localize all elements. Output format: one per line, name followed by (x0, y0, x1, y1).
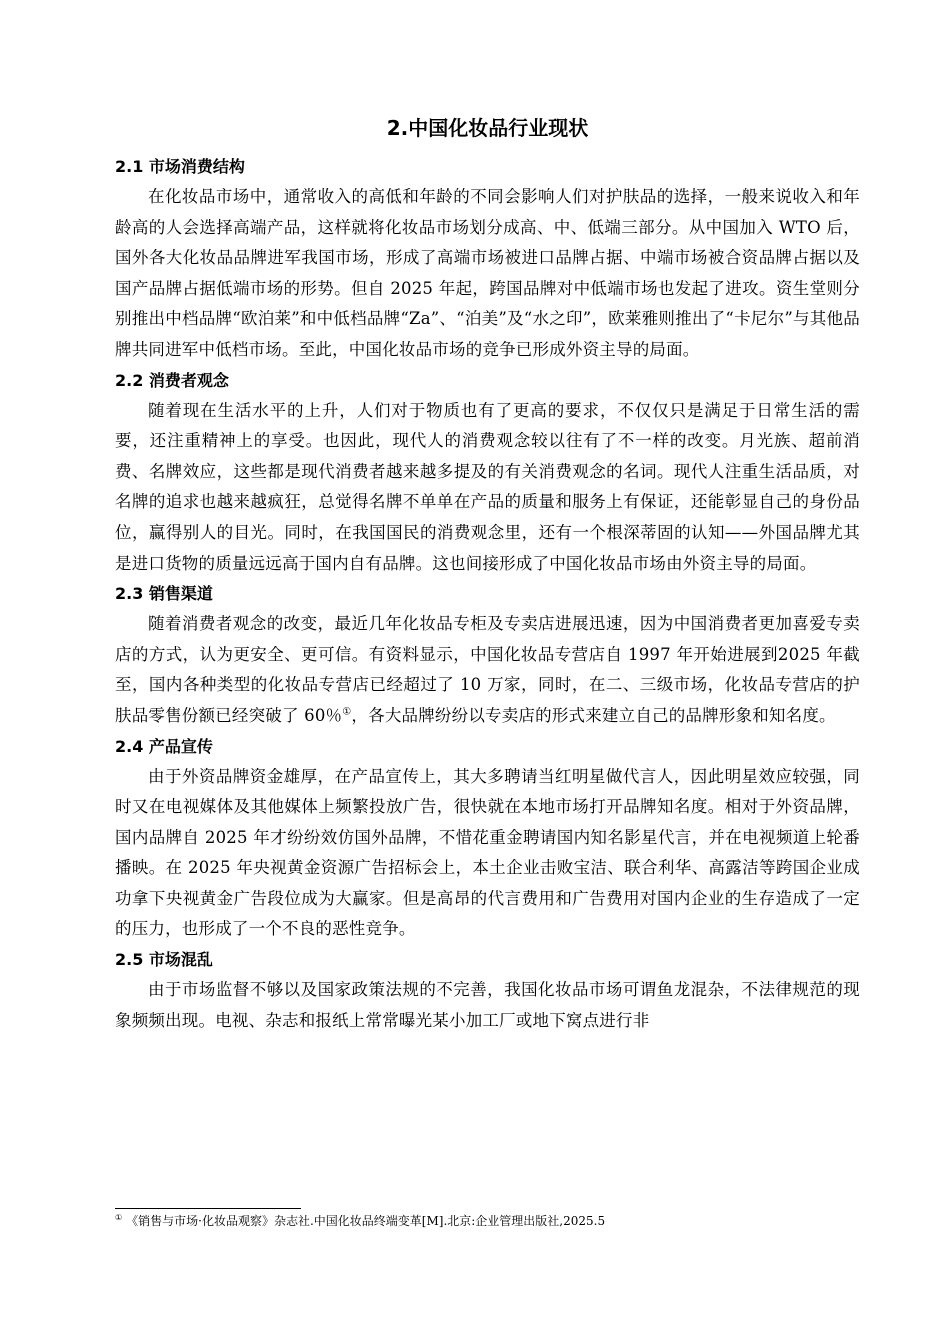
paragraph-text: 随着消费者观念的改变，最近几年化妆品专柜及专卖店进展迅速，因为中国消费者更加喜爱专卖店的方式，认为更安全、更可信。有资料显示，中国化妆品专营店自 1997 年开始进展到2025 年截至，国内各种类型的化妆品专营店已经超过了 10 万家，同时，在二、三级市场，化妆品专营店的护肤品零售份额已经突破了 60％ (115, 614, 860, 725)
section-paragraph-2-4: 由于外资品牌资金雄厚，在产品宣传上，其大多聘请当红明星做代言人，因此明星效应较强，同时又在电视媒体及其他媒体上频繁投放广告，很快就在本地市场打开品牌知名度。相对于外资品牌，国内品牌自 2025 年才纷纷效仿国外品牌，不惜花重金聘请国内知名影星代言，并在电视频道上轮番播映。在 2025 年央视黄金资源广告招标会上，本土企业击败宝洁、联合利华、高露洁等跨国企业成功拿下央视黄金广告段位成为大赢家。但是高昂的代言费用和广告费用对国内企业的生存造成了一定的压力，也形成了一个不良的恶性竞争。 (115, 766, 860, 939)
paragraph-text: ，各大品牌纷纷以专卖店的形式来建立自己的品牌形象和知名度。 (351, 705, 836, 725)
footnote-reference[interactable]: ① (342, 706, 352, 718)
section-heading-2-3: 2.3 销售渠道 (115, 584, 213, 604)
section-heading-2-4: 2.4 产品宣传 (115, 736, 213, 756)
footnote (115, 1213, 860, 1229)
page-title: 2.中国化妆品行业现状 (386, 116, 589, 140)
document-page (115, 112, 860, 1036)
section-paragraph-2-5: 由于市场监督不够以及国家政策法规的不完善，我国化妆品市场可谓鱼龙混杂，不法律规范的现象频频出现。电视、杂志和报纸上常常曝光某小加工厂或地下窝点进行非 (115, 980, 860, 1030)
section-paragraph-2-2: 随着现在生活水平的上升，人们对于物质也有了更高的要求，不仅仅只是满足于日常生活的需要，还注重精神上的享受。也因此，现代人的消费观念较以往有了不一样的改变。月光族、超前消费、名牌效应，这些都是现代消费者越来越多提及的有关消费观念的名词。现代人注重生活品质，对名牌的追求也越来越疯狂，总觉得名牌不单单在产品的质量和服务上有保证，还能彰显自己的身份品位，赢得别人的目光。同时，在我国国民的消费观念里，还有一个根深蒂固的认知——外国品牌尤其是进口货物的质量远远高于国内自有品牌。这也间接形成了中国化妆品市场由外资主导的局面。 (115, 400, 860, 573)
footnote-text: 《销售与市场·化妆品观察》杂志社.中国化妆品终端变革[M].北京:企业管理出版社,2025.5 (126, 1214, 606, 1228)
footnote-divider (115, 1208, 301, 1209)
section-heading-2-1: 2.1 市场消费结构 (115, 157, 245, 176)
section-paragraph-2-1: 在化妆品市场中，通常收入的高低和年龄的不同会影响人们对护肤品的选择，一般来说收入和年龄高的人会选择高端产品，这样就将化妆品市场划分成高、中、低端三部分。从中国加入 WTO 后，国外各大化妆品品牌进军我国市场，形成了高端市场被进口品牌占据、中端市场被合资品牌占据以及国产品牌占据低端市场的形势。但自 2025 年起，跨国品牌对中低端市场也发起了进攻。资生堂则分别推出中档品牌“欧泊莱”和中低档品牌“Za”、“泊美”及“水之印”，欧莱雅则推出了“卡尼尔”与其他品牌共同进军中低档市场。至此，中国化妆品市场的竞争已形成外资主导的局面。 (115, 187, 860, 359)
section-heading-2-2: 2.2 消费者观念 (115, 370, 229, 390)
section-paragraph-2-3 (115, 609, 860, 731)
section-heading-2-5: 2.5 市场混乱 (115, 950, 213, 970)
footnote-mark: ① (115, 1213, 123, 1222)
